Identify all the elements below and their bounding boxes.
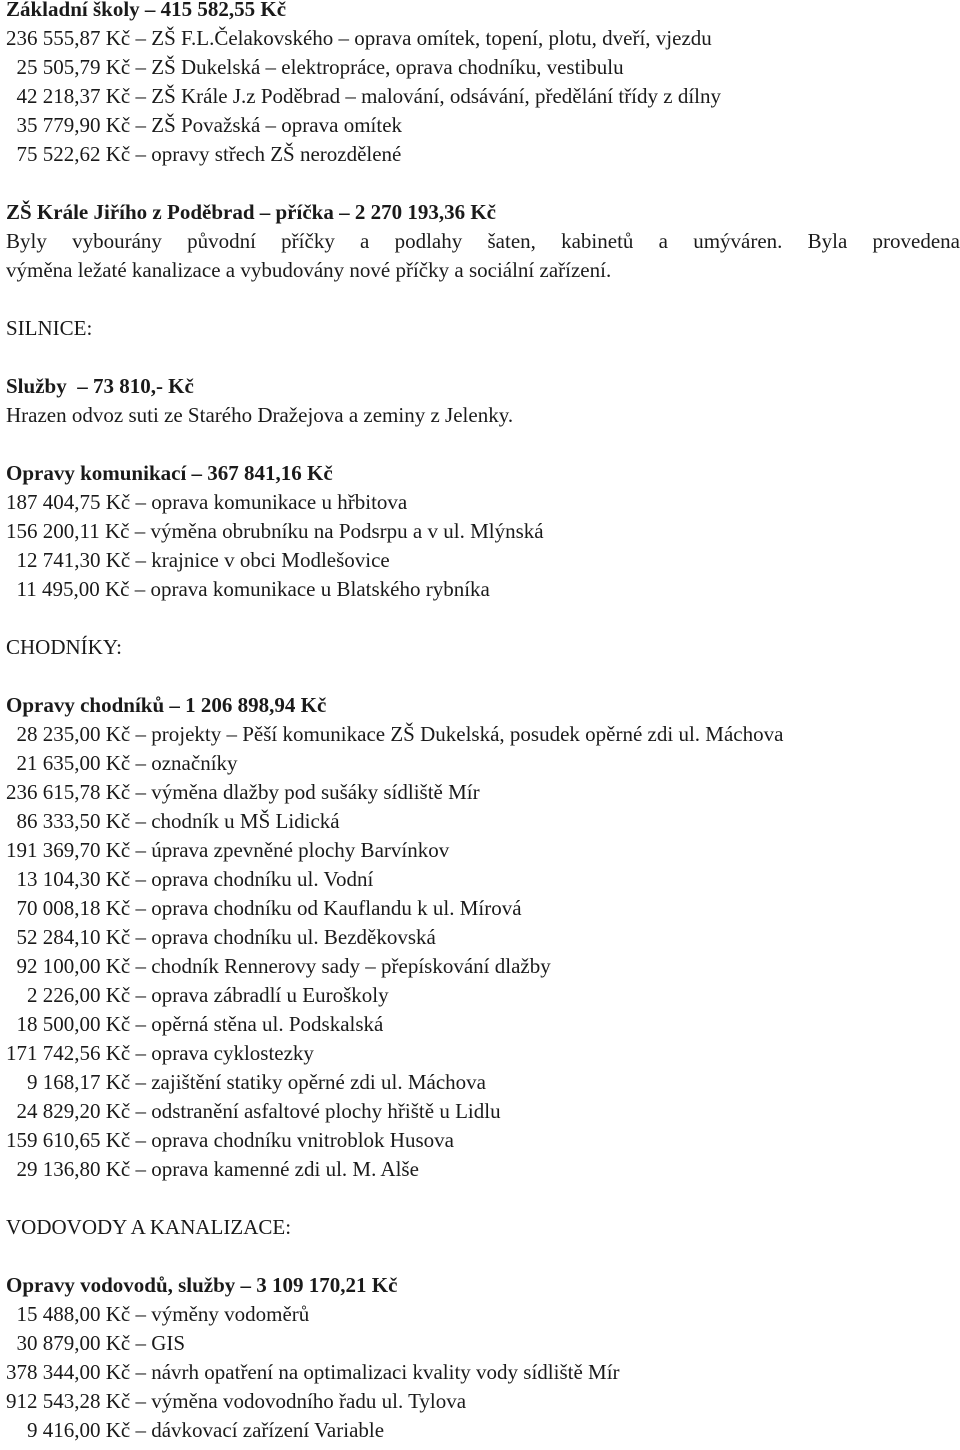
text-line: 15 488,00 Kč – výměny vodoměrů bbox=[6, 1302, 310, 1326]
heading-sluzby: Služby – 73 810,- Kč bbox=[6, 374, 194, 398]
text-line: 21 635,00 Kč – označníky bbox=[6, 751, 238, 775]
text-line: 912 543,28 Kč – výměna vodovodního řadu ul. Tylova bbox=[6, 1389, 467, 1413]
text-line: 52 284,10 Kč – oprava chodníku ul. Bezděkovská bbox=[6, 925, 436, 949]
heading-zs-krale-jiriho: ZŠ Krále Jiřího z Poděbrad – příčka – 2 270 193,36 Kč bbox=[6, 200, 496, 224]
text-line: 2 226,00 Kč – oprava zábradlí u Euroškoly bbox=[6, 983, 389, 1007]
paragraph-line: výměna ležaté kanalizace a vybudovány nové příčky a sociální zařízení. bbox=[6, 258, 612, 282]
heading-opravy-chodniku: Opravy chodníků – 1 206 898,94 Kč bbox=[6, 693, 327, 717]
text-line: 9 168,17 Kč – zajištění statiky opěrné zdi ul. Máchova bbox=[6, 1070, 486, 1094]
text-line: 42 218,37 Kč – ZŠ Krále J.z Poděbrad – malování, odsávání, předělání třídy z dílny bbox=[6, 84, 722, 108]
text-line: 25 505,79 Kč – ZŠ Dukelská – elektropráce, oprava chodníku, vestibulu bbox=[6, 55, 624, 79]
text-line: 35 779,90 Kč – ZŠ Považská – oprava omítek bbox=[6, 113, 403, 137]
heading-opravy-vodovodu: Opravy vodovodů, služby – 3 109 170,21 Kč bbox=[6, 1273, 398, 1297]
text-line: 191 369,70 Kč – úprava zpevněné plochy Barvínkov bbox=[6, 838, 450, 862]
text-line: 70 008,18 Kč – oprava chodníku od Kauflandu k ul. Mírová bbox=[6, 896, 522, 920]
text-line: 92 100,00 Kč – chodník Rennerovy sady – přepískování dlažby bbox=[6, 954, 551, 978]
text-line: 24 829,20 Kč – odstranění asfaltové plochy hřiště u Lidlu bbox=[6, 1099, 501, 1123]
text-line: 28 235,00 Kč – projekty – Pěší komunikace ZŠ Dukelská, posudek opěrné zdi ul. Máchova bbox=[6, 722, 784, 746]
text-line: 75 522,62 Kč – opravy střech ZŠ nerozdělené bbox=[6, 142, 402, 166]
heading-zakladni-skoly: Základní školy – 415 582,55 Kč bbox=[6, 0, 287, 21]
text-line: 9 416,00 Kč – dávkovací zařízení Variable bbox=[6, 1418, 385, 1442]
section-heading-chodniky: CHODNÍKY: bbox=[6, 635, 122, 659]
text-line: Hrazen odvoz suti ze Starého Dražejova a zeminy z Jelenky. bbox=[6, 403, 514, 427]
text-line: 18 500,00 Kč – opěrná stěna ul. Podskalská bbox=[6, 1012, 384, 1036]
text-line: 378 344,00 Kč – návrh opatření na optimalizaci kvality vody sídliště Mír bbox=[6, 1360, 620, 1384]
text-line: 86 333,50 Kč – chodník u MŠ Lidická bbox=[6, 809, 340, 833]
section-heading-vodovody: VODOVODY A KANALIZACE: bbox=[6, 1215, 292, 1239]
text-line: 11 495,00 Kč – oprava komunikace u Blatského rybníka bbox=[6, 577, 490, 601]
text-line: 30 879,00 Kč – GIS bbox=[6, 1331, 186, 1355]
text-line: 236 615,78 Kč – výměna dlažby pod sušáky sídliště Mír bbox=[6, 780, 480, 804]
text-line: 13 104,30 Kč – oprava chodníku ul. Vodní bbox=[6, 867, 374, 891]
paragraph-line: Byly vybourány původní příčky a podlahy šaten, kabinetů a umýváren. Byla provedena bbox=[6, 229, 960, 253]
section-heading-silnice: SILNICE: bbox=[6, 316, 93, 340]
heading-opravy-komunikaci: Opravy komunikací – 367 841,16 Kč bbox=[6, 461, 333, 485]
text-line: 159 610,65 Kč – oprava chodníku vnitroblok Husova bbox=[6, 1128, 454, 1152]
text-line: 171 742,56 Kč – oprava cyklostezky bbox=[6, 1041, 314, 1065]
text-line: 156 200,11 Kč – výměna obrubníku na Podsrpu a v ul. Mlýnská bbox=[6, 519, 544, 543]
text-line: 12 741,30 Kč – krajnice v obci Modlešovice bbox=[6, 548, 390, 572]
text-line: 187 404,75 Kč – oprava komunikace u hřbitova bbox=[6, 490, 408, 514]
text-line: 236 555,87 Kč – ZŠ F.L.Čelakovského – oprava omítek, topení, plotu, dveří, vjezdu bbox=[6, 26, 712, 50]
text-line: 29 136,80 Kč – oprava kamenné zdi ul. M. Alše bbox=[6, 1157, 419, 1181]
